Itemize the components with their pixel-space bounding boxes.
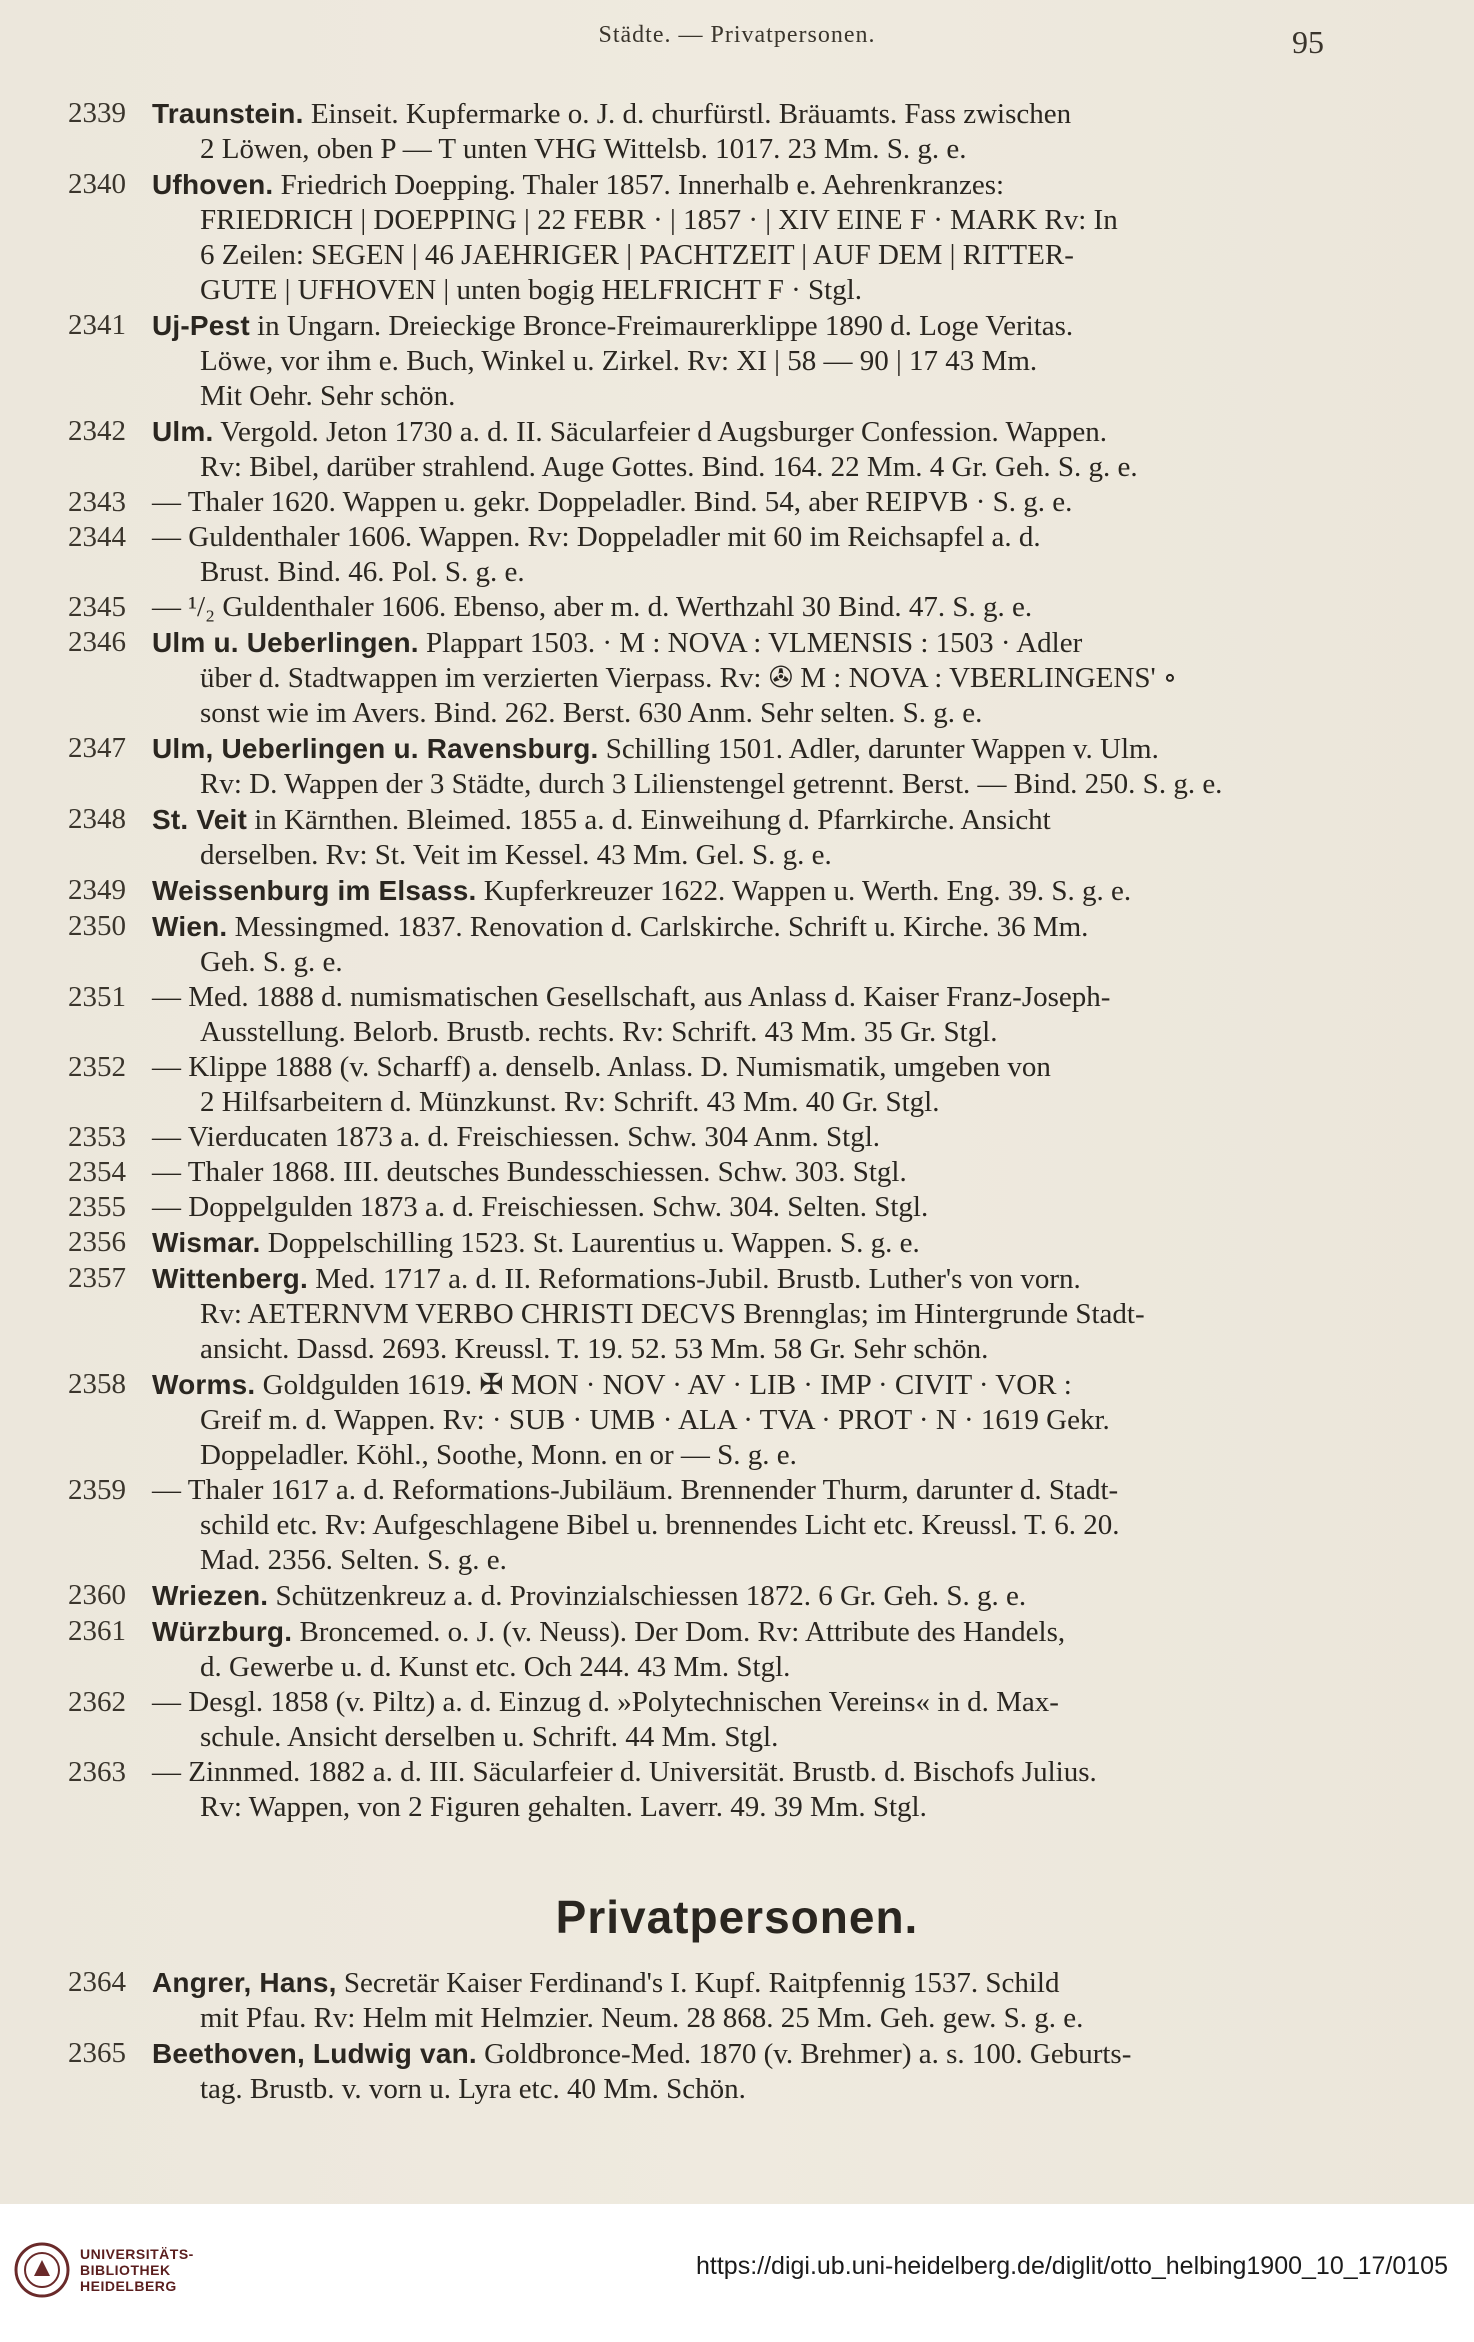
entry-line-text: Med. 1717 a. d. II. Reformations-Jubil. Brustb. Luther's von vorn. [315, 1263, 1081, 1295]
entry-line [152, 1403, 1350, 1438]
entry-text [152, 1578, 1350, 1614]
entry-number: 2351 [68, 981, 126, 1013]
entry-line-text: Ausstellung. Belorb. Brustb. rechts. Rv: Schrift. 43 Mm. 35 Gr. Stgl. [200, 1016, 998, 1048]
entry-heading: Wien. [152, 911, 228, 942]
entry-line-text: Schützenkreuz a. d. Provinzialschiessen 1872. 6 Gr. Geh. S. g. e. [275, 1580, 1027, 1612]
entry-line-text: sonst wie im Avers. Bind. 262. Berst. 630 Anm. Sehr selten. S. g. e. [200, 697, 983, 729]
catalog-entry [60, 980, 1350, 1050]
entry-text [152, 625, 1350, 731]
catalog-entry [60, 731, 1350, 802]
entry-line [152, 96, 1350, 132]
footer-bar [0, 2204, 1474, 2342]
entry-line [152, 838, 1350, 873]
entry-line [152, 1614, 1350, 1650]
entry-line [152, 2001, 1350, 2036]
entry-line-text: Doppeladler. Köhl., Soothe, Monn. en or — S. g. e. [200, 1439, 797, 1471]
entry-line-text: FRIEDRICH | DOEPPING | 22 FEBR · | 1857 · | XIV EINE F · MARK Rv: In [200, 204, 1118, 236]
entry-line-text: — Desgl. 1858 (v. Piltz) a. d. Einzug d. »Polytechnischen Vereins« in d. Max- [152, 1686, 1059, 1718]
institution-line: HEIDELBERG [80, 2278, 177, 2294]
entry-line-text: Messingmed. 1837. Renovation d. Carlskirche. Schrift u. Kirche. 36 Mm. [234, 911, 1089, 943]
entry-line-text: d. Gewerbe u. d. Kunst etc. Och 244. 43 Mm. Stgl. [200, 1651, 791, 1683]
entry-heading: Worms. [152, 1369, 256, 1400]
entry-line-text: Mit Oehr. Sehr schön. [200, 380, 456, 412]
catalog-entry [60, 1261, 1350, 1367]
catalog-entry [60, 1050, 1350, 1120]
entry-number: 2362 [68, 1686, 126, 1718]
entry-line [152, 1720, 1350, 1755]
entry-number: 2348 [68, 803, 126, 835]
entry-line [152, 1650, 1350, 1685]
entry-line-text: — ¹/₂ Guldenthaler 1606. Ebenso, aber m. d. Werthzahl 30 Bind. 47. S. g. e. [152, 591, 1033, 623]
entry-line-text: Vergold. Jeton 1730 a. d. II. Säcularfeier d Augsburger Confession. Wappen. [220, 416, 1108, 448]
entry-line [152, 590, 1350, 625]
catalog-entry [60, 2036, 1350, 2107]
entry-line-text: Doppelschilling 1523. St. Laurentius u. Wappen. S. g. e. [267, 1227, 920, 1259]
entry-number: 2342 [68, 415, 126, 447]
catalog-entry [60, 1755, 1350, 1825]
entry-line-text: Rv: AETERNVM VERBO CHRISTI DECVS Brennglas; im Hintergrunde Stadt- [200, 1298, 1145, 1330]
entry-line-text: schild etc. Rv: Aufgeschlagene Bibel u. brennendes Licht etc. Kreussl. T. 6. 20. [200, 1509, 1120, 1541]
entry-line-text: ansicht. Dassd. 2693. Kreussl. T. 19. 52. 53 Mm. 58 Gr. Sehr schön. [200, 1333, 989, 1365]
entry-line-text: — Guldenthaler 1606. Wappen. Rv: Doppeladler mit 60 im Reichsapfel a. d. [152, 521, 1041, 553]
catalog-entry [60, 485, 1350, 520]
entry-line [152, 1120, 1350, 1155]
entry-line-text: schule. Ansicht derselben u. Schrift. 44 Mm. Stgl. [200, 1721, 779, 1753]
entry-text [152, 1261, 1350, 1367]
entry-line-text: tag. Brustb. v. vorn u. Lyra etc. 40 Mm. Schön. [200, 2073, 746, 2105]
catalog-entry [60, 1190, 1350, 1225]
entry-line [152, 450, 1350, 485]
catalog-entry [60, 96, 1350, 167]
catalog-entry [60, 873, 1350, 909]
entry-line [152, 731, 1350, 767]
entry-line [152, 2036, 1350, 2072]
entry-number: 2364 [68, 1966, 126, 1998]
entry-number: 2347 [68, 732, 126, 764]
entry-line-text: Goldgulden 1619. ✠ MON · NOV · AV · LIB · IMP · CIVIT · VOR : [262, 1369, 1072, 1401]
entry-line-text: — Med. 1888 d. numismatischen Gesellschaft, aus Anlass d. Kaiser Franz-Joseph- [152, 981, 1111, 1013]
entry-line [152, 132, 1350, 167]
entry-number: 2341 [68, 309, 126, 341]
entry-line-text: Schilling 1501. Adler, darunter Wappen v. Ulm. [605, 733, 1159, 765]
entry-line-text: Rv: D. Wappen der 3 Städte, durch 3 Lilienstengel getrennt. Berst. — Bind. 250. S. g. e. [200, 768, 1223, 800]
entry-line [152, 1261, 1350, 1297]
entry-line [152, 945, 1350, 980]
entry-line [152, 1965, 1350, 2001]
entry-line-text: in Ungarn. Dreieckige Bronce-Freimaurerklippe 1890 d. Loge Veritas. [257, 310, 1074, 342]
entry-heading: Ulm u. Ueberlingen. [152, 627, 419, 658]
entry-text [152, 520, 1350, 590]
entry-line [152, 414, 1350, 450]
entry-text [152, 1755, 1350, 1825]
entry-text [152, 909, 1350, 980]
catalog-entry [60, 1614, 1350, 1685]
entry-line-text: Greif m. d. Wappen. Rv: · SUB · UMB · ALA · TVA · PROT · N · 1619 Gekr. [200, 1404, 1110, 1436]
university-seal-icon [14, 2242, 70, 2298]
entry-line-text: Einseit. Kupfermarke o. J. d. churfürstl. Bräuamts. Fass zwischen [310, 98, 1072, 130]
entry-line-text: Brust. Bind. 46. Pol. S. g. e. [200, 556, 525, 588]
catalog-entry [60, 1473, 1350, 1578]
entry-line-text: Rv: Wappen, von 2 Figuren gehalten. Laverr. 49. 39 Mm. Stgl. [200, 1791, 927, 1823]
entry-line [152, 273, 1350, 308]
entry-line-text: 2 Hilfsarbeitern d. Münzkunst. Rv: Schrift. 43 Mm. 40 Gr. Stgl. [200, 1086, 940, 1118]
entry-number: 2357 [68, 1262, 126, 1294]
entry-line-text: — Thaler 1620. Wappen u. gekr. Doppeladler. Bind. 54, aber REIPVB · S. g. e. [152, 486, 1073, 518]
entry-number: 2361 [68, 1615, 126, 1647]
entry-text [152, 1367, 1350, 1473]
entry-line [152, 1508, 1350, 1543]
entry-line-text: Broncemed. o. J. (v. Neuss). Der Dom. Rv: Attribute des Handels, [299, 1616, 1066, 1648]
entry-text [152, 308, 1350, 414]
entry-line [152, 2072, 1350, 2107]
entry-number: 2345 [68, 591, 126, 623]
entry-heading: St. Veit [152, 804, 247, 835]
catalog-entry [60, 1965, 1350, 2036]
entry-line [152, 1190, 1350, 1225]
entry-number: 2343 [68, 486, 126, 518]
entry-line [152, 485, 1350, 520]
entry-line-text: Mad. 2356. Selten. S. g. e. [200, 1544, 507, 1576]
catalog-entry [60, 308, 1350, 414]
entry-line [152, 379, 1350, 414]
entry-heading: Angrer, Hans, [152, 1967, 337, 1998]
entry-line [152, 1685, 1350, 1720]
catalog-entry [60, 625, 1350, 731]
entry-line [152, 308, 1350, 344]
entry-line-text: 6 Zeilen: SEGEN | 46 JAEHRIGER | PACHTZEIT | AUF DEM | RITTER- [200, 239, 1074, 271]
entry-number: 2359 [68, 1474, 126, 1506]
entry-number: 2346 [68, 626, 126, 658]
catalog-entry [60, 802, 1350, 873]
entry-heading: Würzburg. [152, 1616, 293, 1647]
entry-line-text: derselben. Rv: St. Veit im Kessel. 43 Mm. Gel. S. g. e. [200, 839, 832, 871]
entry-line [152, 1297, 1350, 1332]
entry-text [152, 1685, 1350, 1755]
entry-line [152, 344, 1350, 379]
entry-line [152, 802, 1350, 838]
section-title: Privatpersonen. [555, 1891, 919, 1943]
entry-heading: Uj-Pest [152, 310, 250, 341]
entry-line-text: Kupferkreuzer 1622. Wappen u. Werth. Eng. 39. S. g. e. [483, 875, 1132, 907]
entry-line-text: mit Pfau. Rv: Helm mit Helmzier. Neum. 28 868. 25 Mm. Geh. gew. S. g. e. [200, 2002, 1084, 2034]
entry-line [152, 1015, 1350, 1050]
entry-text [152, 1120, 1350, 1155]
entry-line [152, 1155, 1350, 1190]
entry-number: 2344 [68, 521, 126, 553]
catalog-entry [60, 1225, 1350, 1261]
entry-line-text: — Thaler 1617 a. d. Reformations-Jubiläum. Brennender Thurm, darunter d. Stadt- [152, 1474, 1119, 1506]
entry-heading: Ulm, Ueberlingen u. Ravensburg. [152, 733, 599, 764]
institution-line: BIBLIOTHEK [80, 2262, 171, 2278]
entry-line-text: 2 Löwen, oben P — T unten VHG Wittelsb. 1017. 23 Mm. S. g. e. [200, 133, 967, 165]
entry-line [152, 1085, 1350, 1120]
entry-text [152, 802, 1350, 873]
institution-name [80, 2246, 194, 2294]
entry-line [152, 203, 1350, 238]
entry-line-text: Goldbronce-Med. 1870 (v. Brehmer) a. s. 100. Geburts- [484, 2038, 1132, 2070]
catalog-entry [60, 1685, 1350, 1755]
entry-number: 2355 [68, 1191, 126, 1223]
entry-heading: Wittenberg. [152, 1263, 308, 1294]
entry-line [152, 980, 1350, 1015]
entry-line [152, 1543, 1350, 1578]
entry-line [152, 1755, 1350, 1790]
entry-text [152, 1225, 1350, 1261]
entry-heading: Traunstein. [152, 98, 304, 129]
entry-line [152, 1790, 1350, 1825]
entry-text [152, 1614, 1350, 1685]
entry-number: 2360 [68, 1579, 126, 1611]
entry-text [152, 1155, 1350, 1190]
entry-line [152, 167, 1350, 203]
catalog-entry [60, 520, 1350, 590]
institution-line: UNIVERSITÄTS- [80, 2246, 194, 2262]
entry-text [152, 414, 1350, 485]
catalog-entries-private [60, 1965, 1350, 2107]
entry-text [152, 731, 1350, 802]
entry-line-text: — Vierducaten 1873 a. d. Freischiessen. Schw. 304 Anm. Stgl. [152, 1121, 881, 1153]
entry-text [152, 873, 1350, 909]
catalog-entry [60, 909, 1350, 980]
entry-line [152, 238, 1350, 273]
entry-number: 2349 [68, 874, 126, 906]
entry-number: 2363 [68, 1756, 126, 1788]
entry-text [152, 167, 1350, 308]
catalog-entry [60, 414, 1350, 485]
entry-line-text: Secretär Kaiser Ferdinand's I. Kupf. Raitpfennig 1537. Schild [343, 1967, 1060, 1999]
entry-text [152, 2036, 1350, 2107]
entry-line [152, 520, 1350, 555]
entry-line [152, 1473, 1350, 1508]
page-number: 95 [1292, 24, 1324, 60]
entry-number: 2365 [68, 2037, 126, 2069]
entry-line [152, 625, 1350, 661]
entry-number: 2354 [68, 1156, 126, 1188]
entry-line [152, 661, 1350, 696]
entry-heading: Ufhoven. [152, 169, 274, 200]
catalog-entry [60, 590, 1350, 625]
entry-number: 2350 [68, 910, 126, 942]
entry-text [152, 1965, 1350, 2036]
entry-line [152, 1367, 1350, 1403]
catalog-entry [60, 1578, 1350, 1614]
entry-line-text: — Klippe 1888 (v. Scharff) a. denselb. Anlass. D. Numismatik, umgeben von [152, 1051, 1051, 1083]
catalog-entry [60, 1367, 1350, 1473]
entry-line [152, 1225, 1350, 1261]
source-url-link[interactable]: https://digi.ub.uni-heidelberg.de/diglit/otto_helbing1900_10_17/0105 [696, 2252, 1448, 2280]
entry-text [152, 980, 1350, 1050]
catalog-entry [60, 1155, 1350, 1190]
entry-line [152, 873, 1350, 909]
catalog-entry [60, 1120, 1350, 1155]
entry-line [152, 696, 1350, 731]
entry-number: 2340 [68, 168, 126, 200]
entry-line-text: — Zinnmed. 1882 a. d. III. Säcularfeier d. Universität. Brustb. d. Bischofs Julius. [152, 1756, 1097, 1788]
entry-line [152, 1050, 1350, 1085]
entry-text [152, 1190, 1350, 1225]
entry-number: 2353 [68, 1121, 126, 1153]
entry-line-text: — Doppelgulden 1873 a. d. Freischiessen. Schw. 304. Selten. Stgl. [152, 1191, 929, 1223]
entry-text [152, 485, 1350, 520]
entry-heading: Weissenburg im Elsass. [152, 875, 477, 906]
entry-line-text: GUTE | UFHOVEN | unten bogig HELFRICHT F · Stgl. [200, 274, 862, 306]
entry-number: 2352 [68, 1051, 126, 1083]
running-title: Städte. — Privatpersonen. [598, 22, 876, 48]
catalog-entry [60, 167, 1350, 308]
entry-number: 2358 [68, 1368, 126, 1400]
entry-line-text: Löwe, vor ihm e. Buch, Winkel u. Zirkel. Rv: XI | 58 — 90 | 17 43 Mm. [200, 345, 1038, 377]
entry-number: 2356 [68, 1226, 126, 1258]
entry-line-text: Friedrich Doepping. Thaler 1857. Innerhalb e. Aehrenkranzes: [280, 169, 1005, 201]
entry-heading: Beethoven, Ludwig van. [152, 2038, 477, 2069]
entry-line-text: Rv: Bibel, darüber strahlend. Auge Gottes. Bind. 164. 22 Mm. 4 Gr. Geh. S. g. e. [200, 451, 1138, 483]
entry-line [152, 767, 1350, 802]
entry-line-text: über d. Stadtwappen im verzierten Vierpass. Rv: ✇ M : NOVA : VBERLINGENS' ∘ [200, 662, 1178, 694]
entry-line [152, 555, 1350, 590]
entry-heading: Ulm. [152, 416, 214, 447]
entry-line [152, 1438, 1350, 1473]
entry-line [152, 1332, 1350, 1367]
entry-heading: Wismar. [152, 1227, 261, 1258]
entry-text [152, 1473, 1350, 1578]
entry-line-text: — Thaler 1868. III. deutsches Bundesschiessen. Schw. 303. Stgl. [152, 1156, 907, 1188]
entry-line [152, 1578, 1350, 1614]
entry-text [152, 96, 1350, 167]
entry-line-text: Geh. S. g. e. [200, 946, 343, 978]
catalog-entries [60, 96, 1350, 1825]
entry-heading: Wriezen. [152, 1580, 269, 1611]
entry-line-text: Plappart 1503. · M : NOVA : VLMENSIS : 1503 · Adler [425, 627, 1083, 659]
entry-text [152, 590, 1350, 625]
entry-line-text: in Kärnthen. Bleimed. 1855 a. d. Einweihung d. Pfarrkirche. Ansicht [254, 804, 1051, 836]
entry-text [152, 1050, 1350, 1120]
entry-number: 2339 [68, 97, 126, 129]
entry-line [152, 909, 1350, 945]
